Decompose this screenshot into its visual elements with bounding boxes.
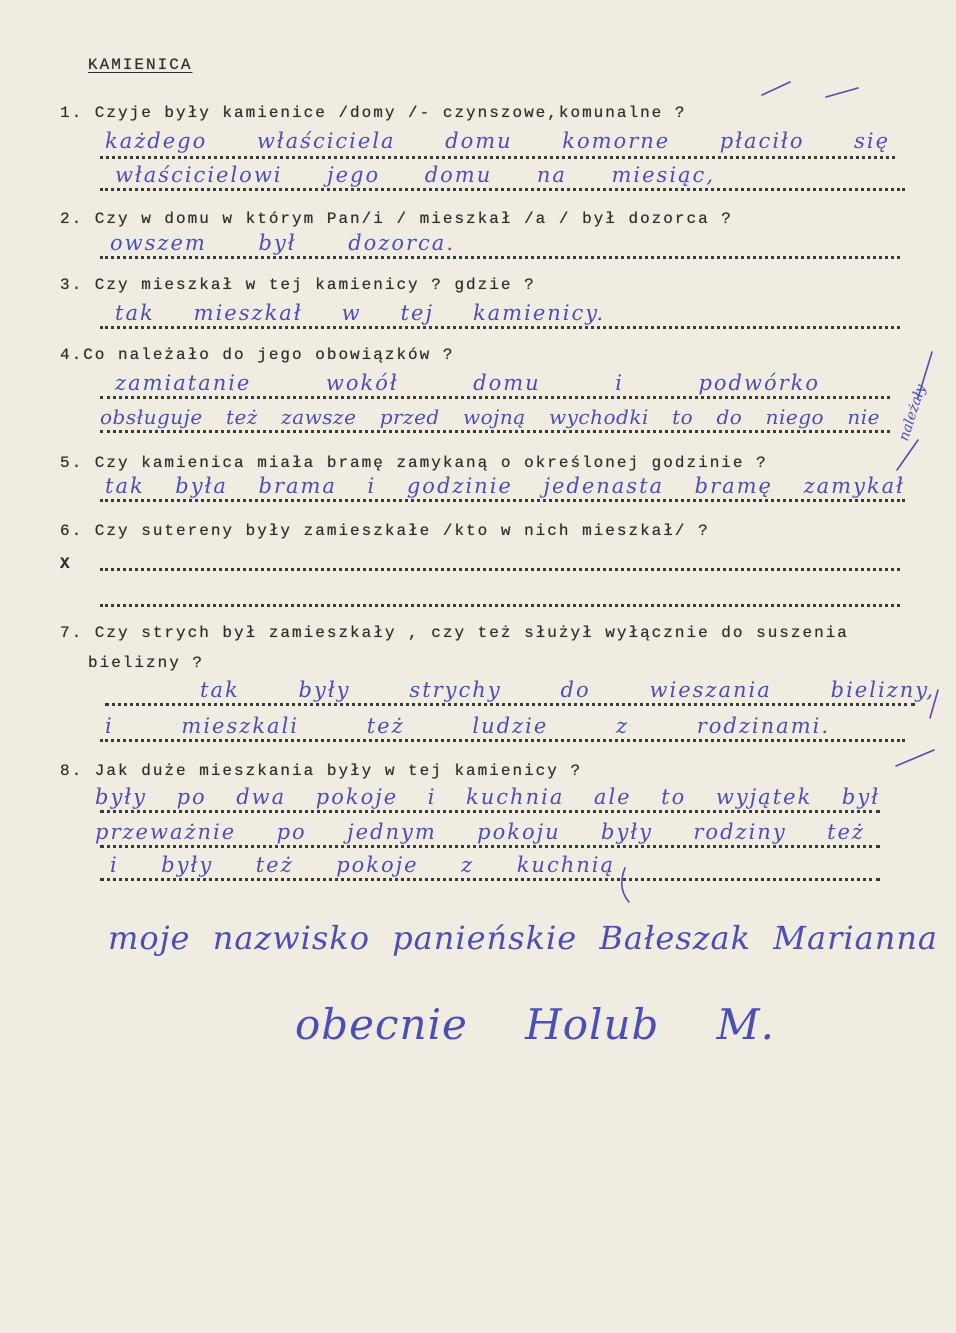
pen-mark bbox=[762, 82, 790, 95]
question-text-continued: bielizny ? bbox=[88, 654, 205, 672]
question-text: 6. Czy sutereny były zamieszkałe /kto w nich mieszkał/ ? bbox=[60, 522, 710, 540]
handwritten-answer: były po dwa pokoje i kuchnia ale to wyjątek był bbox=[95, 785, 880, 809]
dotted-answer-line bbox=[100, 188, 905, 191]
dotted-answer-line bbox=[105, 703, 915, 706]
handwritten-answer: obsługuje też zawsze przed wojną wychodki to do niego nie bbox=[100, 405, 880, 429]
question-text: 8. Jak duże mieszkania były w tej kamienicy ? bbox=[60, 762, 583, 780]
dotted-answer-line bbox=[100, 604, 900, 607]
handwritten-answer: każdego właściciela domu komorne płaciło się bbox=[105, 129, 890, 153]
handwritten-answer: tak były strychy do wieszania bielizny, bbox=[200, 678, 935, 702]
handwritten-answer: zamiatanie wokół domu i podwórko bbox=[115, 371, 820, 395]
dotted-answer-line bbox=[100, 396, 890, 399]
handwritten-margin-note: należały bbox=[896, 382, 930, 443]
pen-mark bbox=[896, 750, 934, 766]
pen-mark bbox=[826, 88, 858, 97]
handwritten-answer: przeważnie po jednym pokoju były rodziny też bbox=[95, 820, 865, 844]
dotted-answer-line bbox=[100, 845, 880, 848]
dotted-answer-line bbox=[100, 568, 900, 571]
typed-x-marker: X bbox=[60, 555, 72, 573]
dotted-answer-line bbox=[100, 156, 895, 159]
dotted-answer-line bbox=[100, 430, 890, 433]
dotted-answer-line bbox=[100, 256, 900, 259]
dotted-answer-line bbox=[100, 326, 900, 329]
dotted-answer-line bbox=[100, 810, 880, 813]
question-text: 2. Czy w domu w którym Pan/i / mieszkał /a / był dozorca ? bbox=[60, 210, 733, 228]
question-text: 4.Co należało do jego obowiązków ? bbox=[60, 346, 455, 364]
maiden-name-note: moje nazwisko panieńskie Bałeszak Marianna bbox=[108, 919, 938, 957]
question-text: 5. Czy kamienica miała bramę zamykaną o określonej godzinie ? bbox=[60, 454, 768, 472]
question-text: 3. Czy mieszkał w tej kamienicy ? gdzie ? bbox=[60, 276, 536, 294]
dotted-answer-line bbox=[100, 878, 880, 881]
handwritten-answer: tak mieszkał w tej kamienicy. bbox=[115, 301, 605, 325]
pen-mark bbox=[897, 440, 918, 470]
handwritten-answer: i mieszkali też ludzie z rodzinami. bbox=[105, 714, 830, 738]
pen-mark bbox=[622, 868, 629, 902]
dotted-answer-line bbox=[100, 739, 905, 742]
handwritten-answer: właścicielowi jego domu na miesiąc, bbox=[115, 163, 715, 187]
current-name-signature: obecnie Holub M. bbox=[295, 1000, 775, 1049]
question-text: 7. Czy strych był zamieszkały , czy też służył wyłącznie do suszenia bbox=[60, 624, 849, 642]
handwritten-answer: i były też pokoje z kuchnią bbox=[110, 853, 615, 877]
dotted-answer-line bbox=[100, 499, 905, 502]
handwritten-answer: owszem był dozorca. bbox=[110, 231, 455, 255]
handwritten-answer: tak była brama i godzinie jedenasta bramę zamykał bbox=[105, 474, 905, 498]
question-text: 1. Czyje były kamienice /domy /- czynszowe,komunalne ? bbox=[60, 104, 687, 122]
document-title: KAMIENICA bbox=[88, 56, 193, 74]
